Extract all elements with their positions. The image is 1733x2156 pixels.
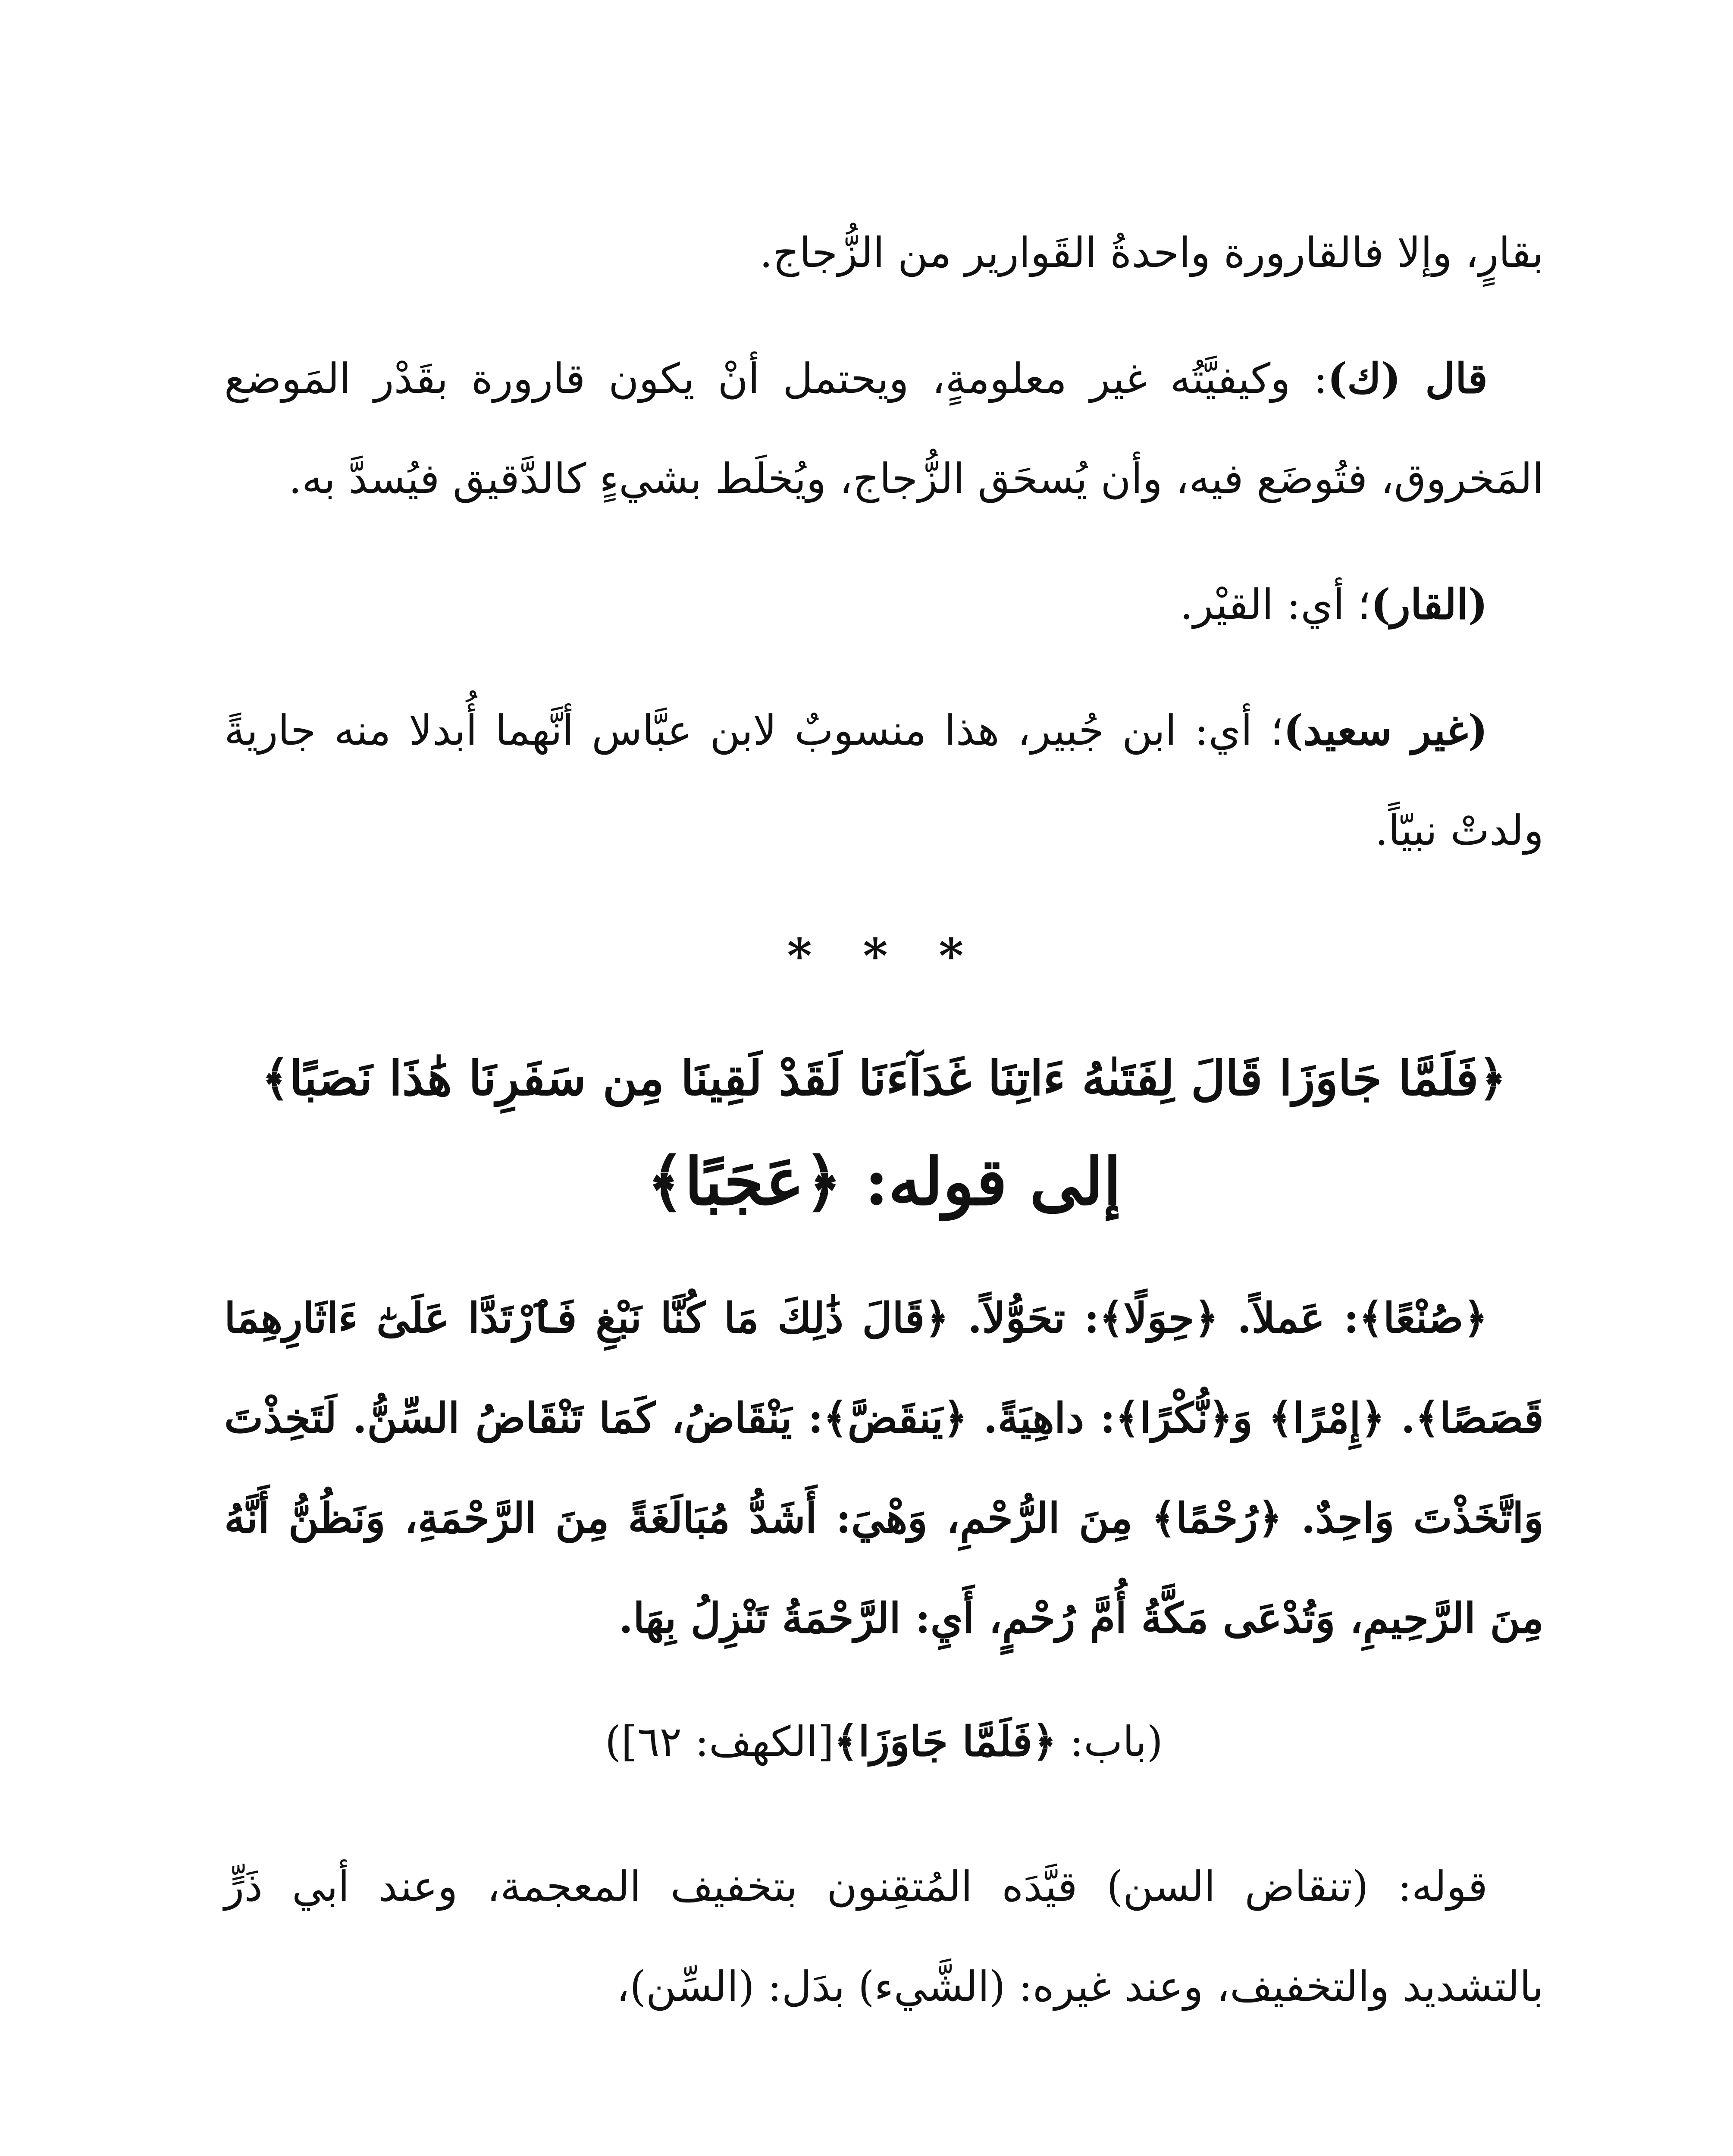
paragraph-label: (القار) [1371, 580, 1488, 629]
bab-verse: ﴿فَلَمَّا جَاوَزَا﴾ [834, 1717, 1057, 1766]
commentary-text: وَ [1232, 1394, 1269, 1442]
verse-heading: ﴿فَلَمَّا جَاوَزَا قَالَ لِفَتَىٰهُ ءَاتِنَا غَدَآءَنَا لَقَدْ لَقِينَا مِن سَفَرِنَا هَٰذَا نَصَبًا﴾ [261, 1050, 1507, 1106]
paragraph-continuation [224, 203, 1544, 303]
paragraph-text: بقارٍ، وإلا فالقارورة واحدةُ القَوارير من الزُّجاج. [759, 229, 1544, 277]
quran-word: ﴿نُّكْرًا﴾ [1115, 1394, 1233, 1442]
quran-word: ﴿إِمْرًا﴾ [1268, 1394, 1385, 1442]
section-separator: * * * [787, 928, 981, 984]
commentary-text: : عَملاً. [1218, 1294, 1359, 1342]
bab-reference: [الكهف: ٦٢]) [605, 1717, 834, 1766]
paragraph-label: (غير سعيد) [1283, 706, 1488, 755]
commentary-text: : داهِيَةً. [967, 1394, 1116, 1442]
commentary-paragraph [224, 1268, 1544, 1668]
paragraph-qawluhu [224, 1836, 1544, 2037]
heading-verse-word: ﴿عَجَبًا﴾ [646, 1144, 842, 1220]
quran-word: ﴿صُنْعًا﴾ [1359, 1294, 1488, 1342]
paragraph-text: ؛ أي: القيْر. [1180, 580, 1371, 629]
bab-heading [224, 1698, 1544, 1785]
page-body [224, 203, 1544, 2062]
paragraph-ghayr-said [224, 680, 1544, 881]
ila-qawlihi-heading [224, 1126, 1544, 1238]
quran-word: ﴿رُحْمًا﴾ [1151, 1494, 1282, 1542]
commentary-text: : يَنْقَاضُ، كَمَا تَنْقَاضُ السِّنُّ. لَتَخِذْتَ وَاتَّخَذْتَ وَاحِدٌ. [224, 1394, 1544, 1542]
heading-prefix: إلى قوله: [842, 1144, 1122, 1220]
paragraph-qal-k [224, 329, 1544, 529]
quran-word: ﴿يَنقَضَّ﴾ [823, 1394, 968, 1442]
commentary-text: مِنَ الرُّحْمِ، وَهْيَ: أَشَدُّ مُبَالَغَةً مِنَ الرَّحْمَةِ، وَنَظُنُّ أَنَّهُ مِنَ الرَّحِيمِ، وَتُدْعَى مَكَّةُ أُمَّ رُحْمٍ، أَيِ: الرَّحْمَةُ تَنْزِلُ بِهَا. [224, 1494, 1544, 1642]
quran-phrase: ﴿قَالَ ذَٰلِكَ مَا كُنَّا نَبْغِ فَٱرْتَدَّا عَلَىٰٓ ءَاثَارِهِمَا قَصَصًا﴾ [224, 1294, 1544, 1442]
quran-word: ﴿حِوَلًا﴾ [1099, 1294, 1219, 1342]
commentary-text: : تحَوُّلاً. [949, 1294, 1100, 1342]
paragraph-label: قال (ك) [1327, 354, 1488, 403]
paragraph-text: : وكيفيَّتُه غير معلومةٍ، ويحتمل أنْ يكون قارورة بقَدْر المَوضع المَخروق، فتُوضَع فيه، وأن يُسحَق الزُّجاج، ويُخلَط بشيءٍ كالدَّقيق فيُسدَّ به. [224, 354, 1544, 503]
paragraph-text: ؛ أي: ابن جُبير، هذا منسوبٌ لابن عبَّاس أنَّهما أُبدلا منه جاريةً ولدتْ نبيّاً. [224, 706, 1544, 855]
commentary-text: . [1385, 1394, 1416, 1442]
paragraph-text: قوله: (تنقاض السن) قيَّدَه المُتقِنون بتخفيف المعجمة، وعند أبي ذَرٍّ بالتشديد والتخفيف، وعند غيره: (الشَّيء) بدَل: (السِّن)، [224, 1862, 1544, 2011]
bab-prefix: (باب: [1056, 1717, 1163, 1766]
paragraph-al-qar [224, 555, 1544, 655]
